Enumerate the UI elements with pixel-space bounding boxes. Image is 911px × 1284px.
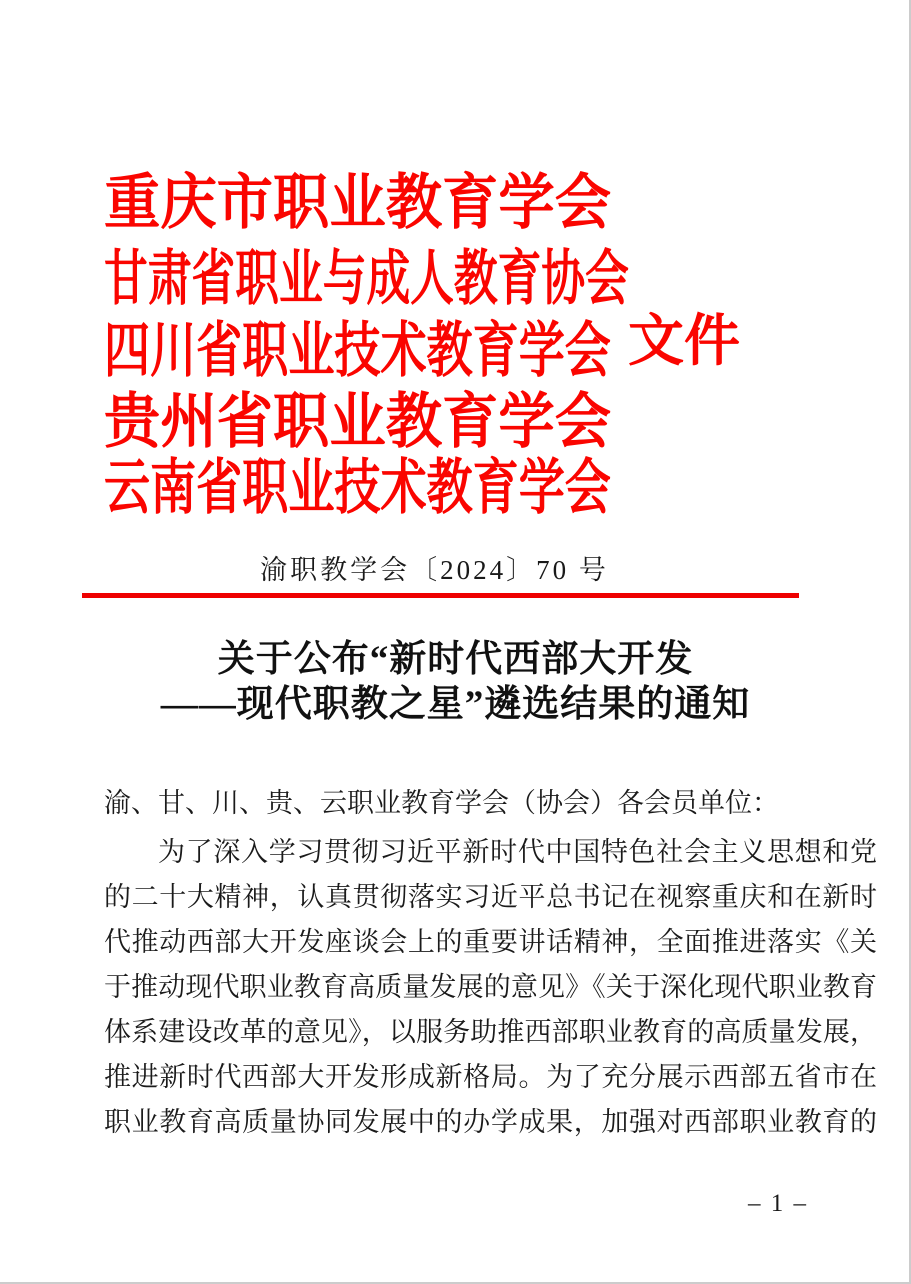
notice-title-line-1: 关于公布“新时代西部大开发 [217, 639, 694, 680]
body-line: 推进新时代西部大开发形成新格局。为了充分展示西部五省市在 [104, 1062, 877, 1092]
body-paragraph [104, 830, 877, 1145]
body-line: 职业教育高质量协同发展中的办学成果，加强对西部职业教育的 [104, 1107, 877, 1137]
body-line: 体系建设改革的意见》，以服务助推西部职业教育的高质量发展， [104, 1017, 877, 1047]
body-line: 于推动现代职业教育高质量发展的意见》《关于深化现代职业教育 [104, 972, 877, 1002]
body-line: 代推动西部大开发座谈会上的重要讲话精神，全面推进落实《关 [104, 927, 877, 957]
page-number: – 1 – [748, 1190, 808, 1217]
doc-type-label: 文件 [628, 311, 740, 373]
body-line: 为了深入学习贯彻习近平新时代中国特色社会主义思想和党 [158, 837, 877, 867]
notice-title-line-2: ——现代职教之星”遴选结果的通知 [160, 684, 751, 725]
salutation: 渝、甘、川、贵、云职业教育学会（协会）各会员单位： [104, 788, 779, 818]
org-name-line: 四川省职业技术教育学会 [104, 318, 611, 384]
org-name-line: 甘肃省职业与成人教育协会 [104, 246, 629, 312]
body-line: 的二十大精神，认真贯彻落实习近平总书记在视察重庆和在新时 [104, 882, 877, 912]
doc-number: 渝职教学会〔2024〕70 号 [260, 555, 609, 585]
org-name-line: 重庆市职业教育学会 [104, 170, 612, 236]
org-name-line: 贵州省职业教育学会 [104, 389, 612, 455]
red-separator-rule [82, 593, 799, 598]
org-name-line: 云南省职业技术教育学会 [104, 455, 611, 521]
notice-title [0, 637, 911, 727]
